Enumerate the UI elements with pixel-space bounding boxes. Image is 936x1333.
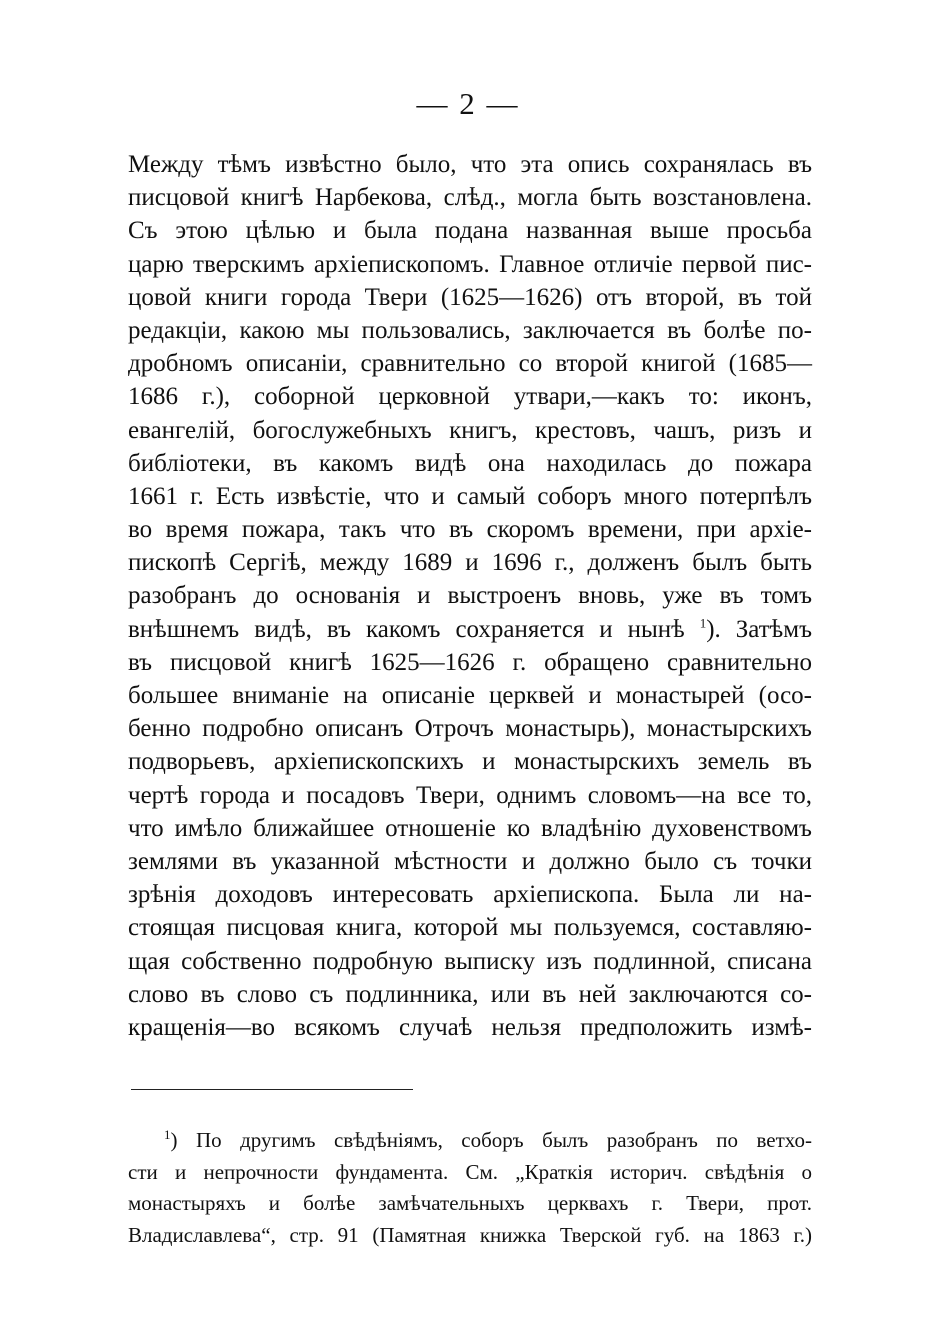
footnote-line: монастыряхъ и болѣе замѣчательныхъ церквахъ г. Твери, прот.: [128, 1191, 812, 1215]
text-line: 1686 г.), соборной церковной утвари,—какъ то: иконъ,: [128, 383, 812, 411]
text-segment: ). Затѣмъ: [706, 615, 812, 643]
footnote-line: [128, 1125, 812, 1157]
text-line: зрѣнія доходовъ интересовать архіепископа. Была ли на-: [128, 881, 812, 909]
text-line: слово въ слово съ подлинника, или въ ней заключаются со-: [128, 980, 812, 1008]
text-line: большее вниманіе на описаніе церквей и монастырей (осо-: [128, 682, 812, 709]
text-segment: внѣшнемъ видѣ, въ какомъ сохраняется и нынѣ: [128, 615, 685, 643]
text-line: чертѣ города и посадовъ Твери, однимъ словомъ—на все то,: [128, 781, 812, 809]
text-line: Между тѣмъ извѣстно было, что эта опись сохранялась въ: [128, 151, 812, 178]
footnote-text: ) По другимъ свѣдѣніямъ, соборъ былъ разобранъ по ветхо-: [170, 1128, 812, 1152]
text-line: царю тверскимъ архіепископомъ. Главное отличіе первой пис-: [128, 250, 812, 278]
body-text: [128, 148, 812, 1044]
text-line: въ писцовой книгѣ 1625—1626 г. обращено сравнительно: [128, 648, 812, 676]
text-line: во время пожара, такъ что въ скоромъ времени, при архіе-: [128, 516, 812, 544]
footnote-line: Владиславлева“, стр. 91 (Памятная книжка Тверской губ. на 1863 г.): [128, 1222, 812, 1247]
footnote-line: сти и непрочности фундамента. См. „Краткія историч. свѣдѣнія о: [128, 1159, 812, 1184]
page-number: — 2 —: [416, 86, 520, 121]
text-line: стоящая писцовая книга, которой мы пользуемся, составляю-: [128, 914, 812, 942]
text-line: подворьевъ, архіепископскихъ и монастырскихъ земель въ: [128, 748, 812, 776]
footnote-marker: 1: [164, 1127, 171, 1142]
text-line: что имѣло ближайшее отношеніе ко владѣнію духовенствомъ: [128, 814, 812, 842]
text-line: библіотеки, въ какомъ видѣ она находилась до пожара: [128, 449, 812, 477]
footnote-divider: [131, 1089, 413, 1090]
text-line: разобранъ до основанія и выстроенъ вновь, уже въ томъ: [128, 582, 812, 610]
text-line-with-footnote-ref: [128, 613, 812, 646]
text-line: кращенія—во всякомъ случаѣ нельзя предположить измѣ-: [128, 1013, 812, 1041]
footnote: [128, 1125, 812, 1251]
text-line: евангелій, богослужебныхъ книгъ, крестовъ, чашъ, ризъ и: [128, 416, 812, 444]
text-line: писцовой книгѣ Нарбекова, слѣд., могла быть возстановлена.: [128, 184, 812, 212]
text-line: Съ этою цѣлью и была подана названная выше просьба: [128, 217, 812, 245]
text-line: редакціи, какою мы пользовались, заключается въ болѣе по-: [128, 316, 812, 344]
text-line: 1661 г. Есть извѣстіе, что и самый соборъ много потерпѣлъ: [128, 482, 812, 510]
text-line: бенно подробно описанъ Отрочъ монастырь), монастырскихъ: [128, 715, 812, 743]
text-line: землями въ указанной мѣстности и должно было съ точки: [128, 847, 812, 875]
text-line: цовой книги города Твери (1625—1626) отъ второй, въ той: [128, 283, 812, 311]
text-line: пископѣ Сергіѣ, между 1689 и 1696 г., долженъ былъ быть: [128, 549, 812, 577]
text-line: дробномъ описаніи, сравнительно со второй книгой (1685—: [128, 350, 812, 378]
footnote-ref-marker[interactable]: 1: [699, 615, 707, 631]
text-line: щая собственно подробную выписку изъ подлинной, списана: [128, 947, 812, 975]
